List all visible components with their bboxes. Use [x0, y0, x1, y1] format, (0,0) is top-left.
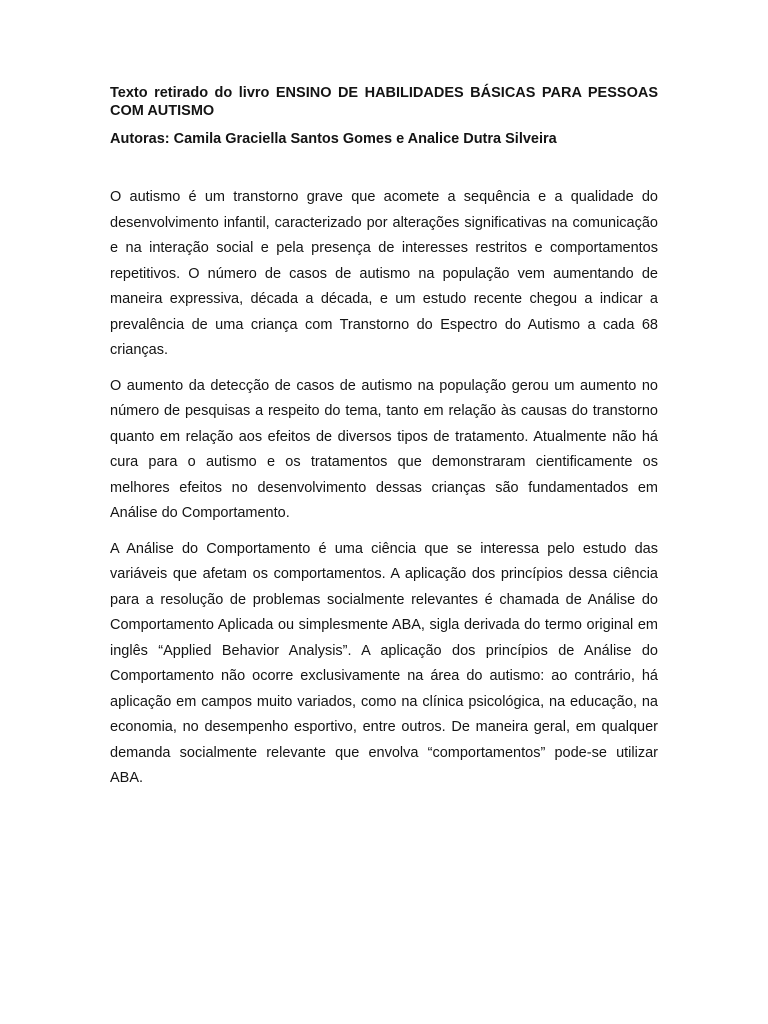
- document-authors: Autoras: Camila Graciella Santos Gomes e Analice Dutra Silveira: [110, 131, 557, 147]
- document-body: [110, 185, 658, 792]
- paragraph-3: A Análise do Comportamento é uma ciência que se interessa pelo estudo das variáveis que afetam os comportamentos. A aplicação dos princípios dessa ciência para a resolução de problemas socialmente relevantes é chamada de Análise do Comportamento Aplicada ou simplesmente ABA, sigla derivada do termo original em inglês “Applied Behavior Analysis”. A aplicação dos princípios de Análise do Comportamento não ocorre exclusivamente na área do autismo: ao contrário, há aplicação em campos muito variados, como na clínica psicológica, na educação, na economia, no desempenho esportivo, entre outros. De maneira geral, em qualquer demanda socialmente relevante que envolva “comportamentos” pode-se utilizar ABA.: [110, 540, 658, 786]
- document-title: Texto retirado do livro ENSINO DE HABILIDADES BÁSICAS PARA PESSOAS COM AUTISMO: [110, 85, 658, 119]
- paragraph-1: O autismo é um transtorno grave que acomete a sequência e a qualidade do desenvolvimento infantil, caracterizado por alterações significativas na comunicação e na interação social e pela presença de interesses restritos e comportamentos repetitivos. O número de casos de autismo na população vem aumentando de maneira expressiva, década a década, e um estudo recente chegou a indicar a prevalência de uma criança com Transtorno do Espectro do Autismo a cada 68 crianças.: [110, 189, 658, 358]
- document-page: [110, 84, 658, 802]
- paragraph-2: O aumento da detecção de casos de autismo na população gerou um aumento no número de pesquisas a respeito do tema, tanto em relação às causas do transtorno quanto em relação aos efeitos de diversos tipos de tratamento. Atualmente não há cura para o autismo e os tratamentos que demonstraram cientificamente os melhores efeitos no desenvolvimento dessas crianças são fundamentados em Análise do Comportamento.: [110, 377, 658, 521]
